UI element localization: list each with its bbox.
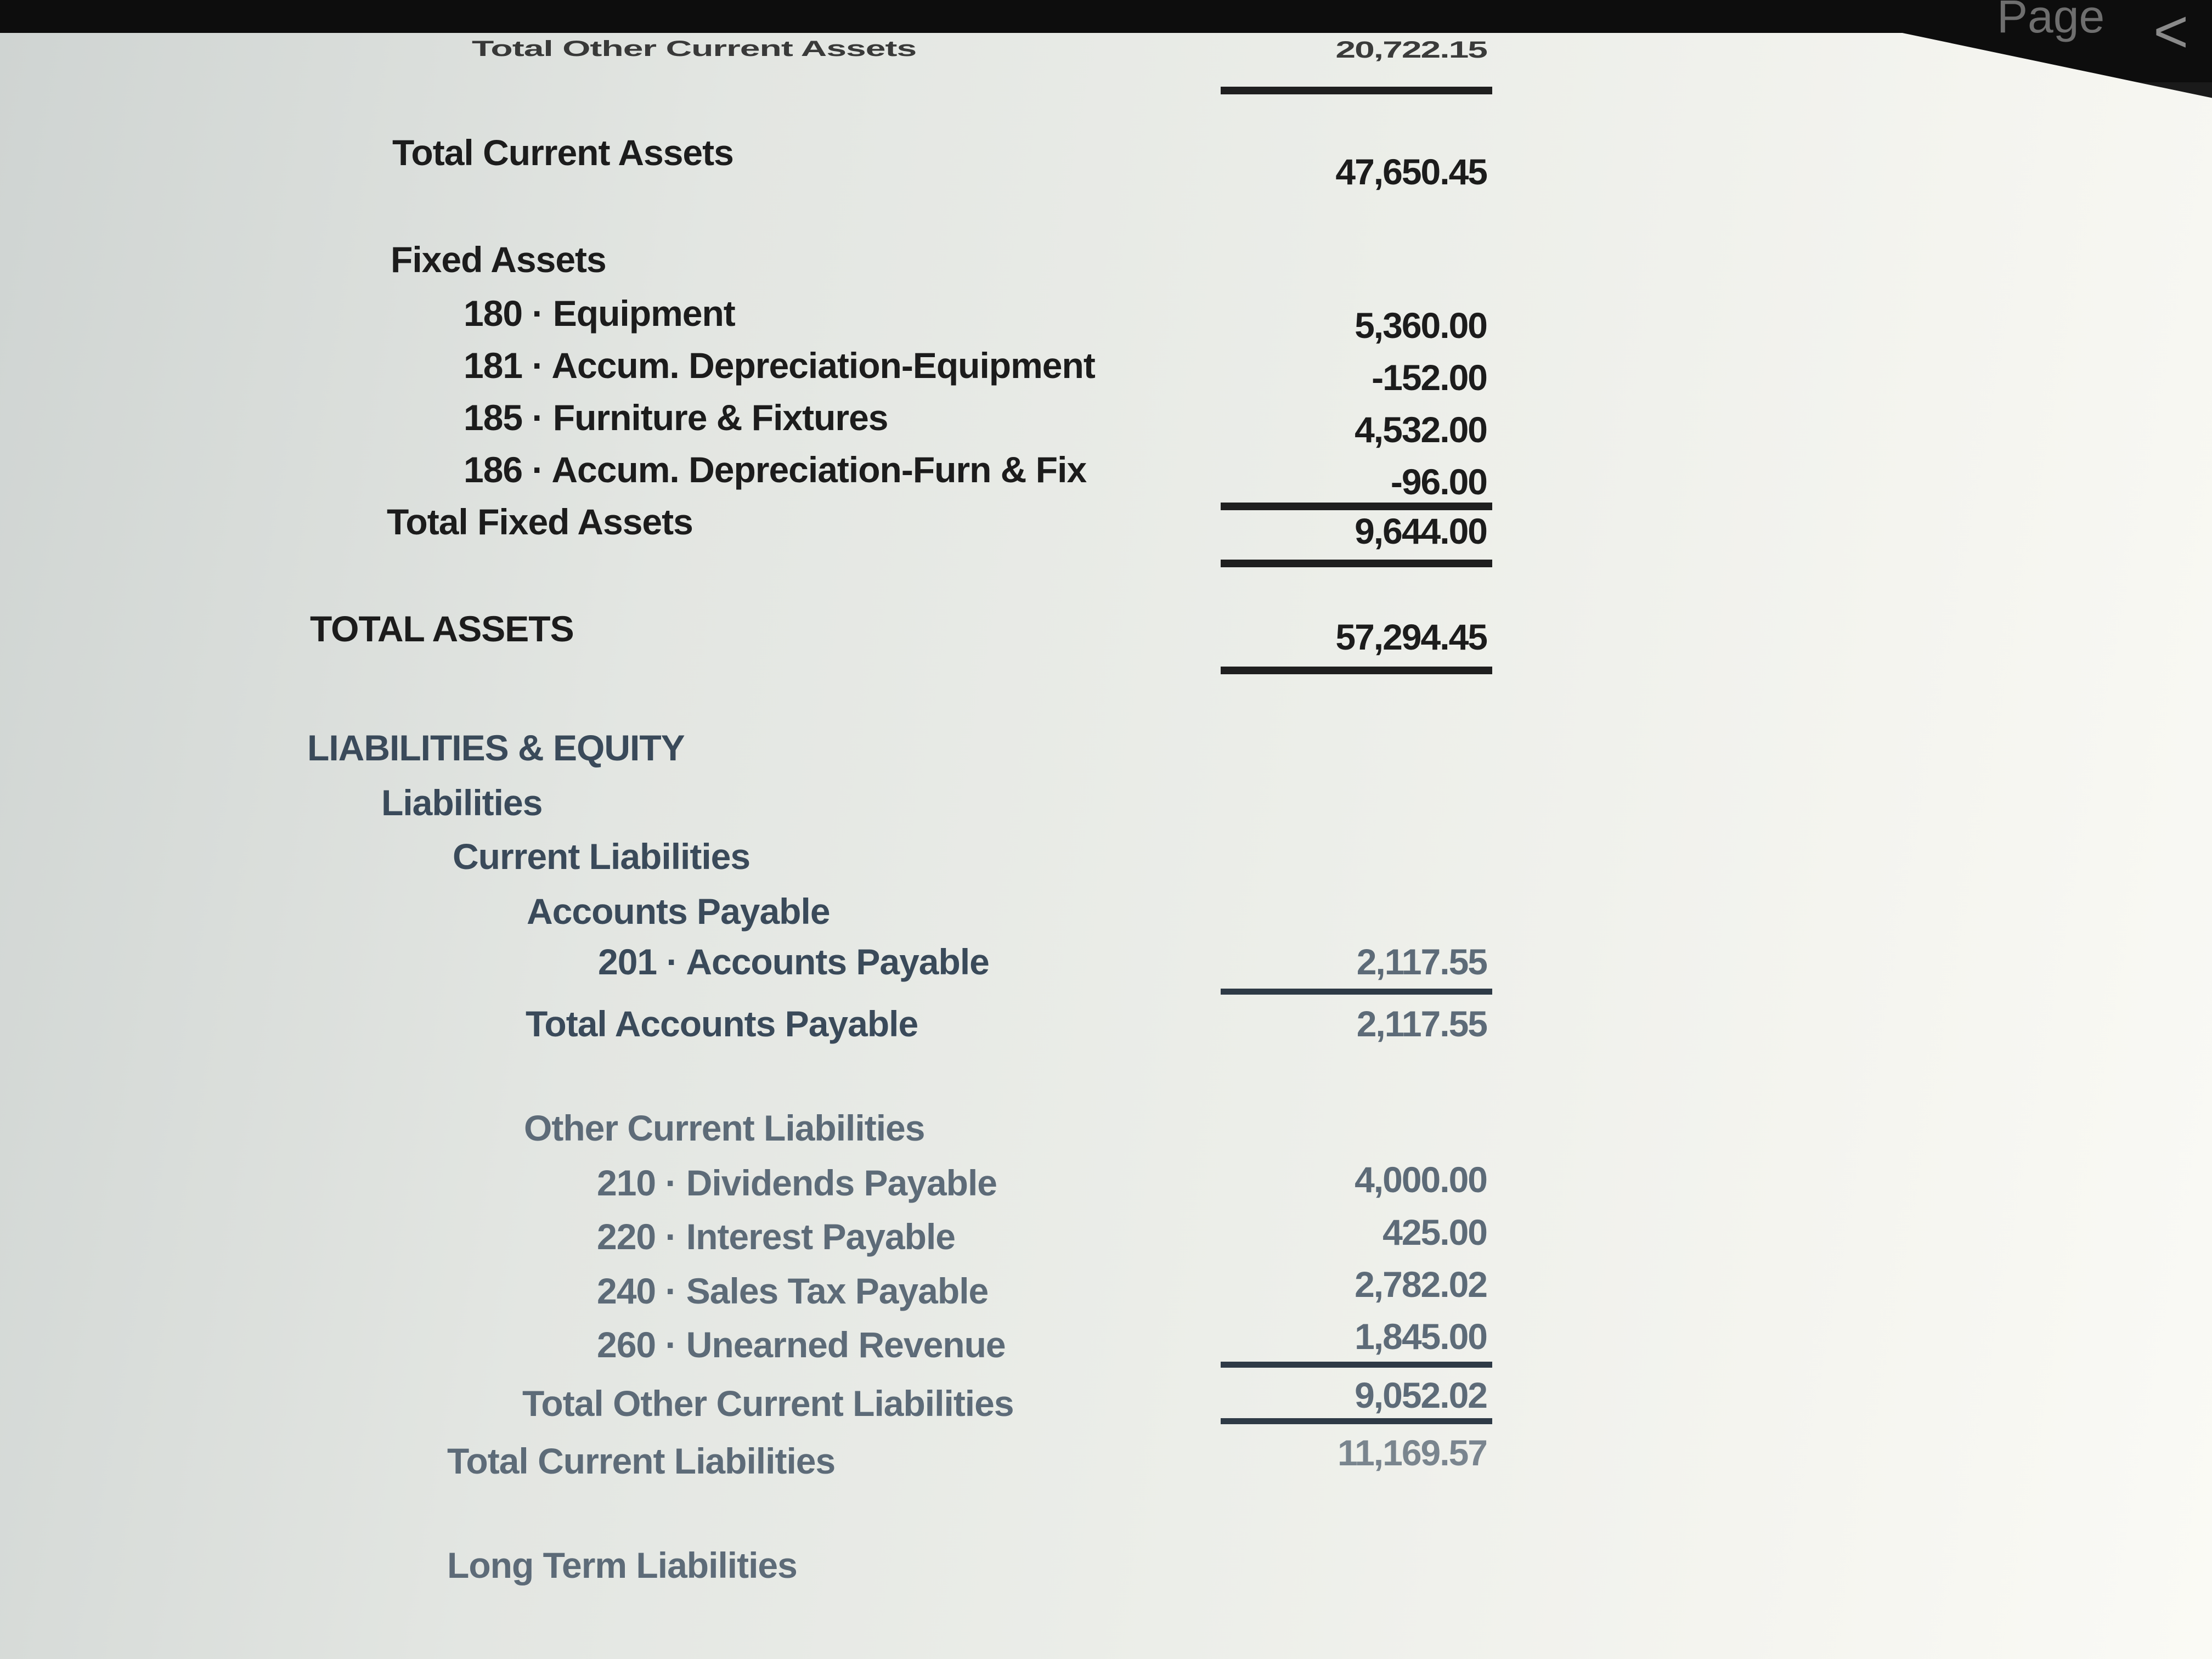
liabilities-equity-heading: LIABILITIES & EQUITY [307, 727, 685, 768]
account-181-label: 181 · Accum. Depreciation-Equipment [464, 345, 1095, 386]
account-220-amount: 425.00 [1383, 1212, 1487, 1252]
amount-row [1218, 1003, 1487, 1052]
amount-row [1218, 1374, 1487, 1424]
account-210-label: 210 · Dividends Payable [597, 1163, 997, 1203]
account-186-amount: -96.00 [1390, 461, 1487, 502]
total-current-assets-amount: 47,650.45 [1335, 151, 1487, 192]
page-label: Page [1997, 0, 2105, 42]
total-fixed-assets-amount: 9,644.00 [1355, 511, 1487, 551]
total-other-current-liabilities-amount: 9,052.02 [1355, 1375, 1487, 1415]
balance-sheet-page [0, 33, 2212, 1659]
amount-row [1218, 1316, 1487, 1365]
accounts-payable-heading: Accounts Payable [527, 891, 830, 932]
amount-row [1218, 33, 1487, 82]
subtotal-rule [1221, 503, 1492, 510]
amount-row [1218, 510, 1487, 560]
subtotal-rule [1221, 1362, 1492, 1368]
account-260-amount: 1,845.00 [1355, 1316, 1487, 1357]
account-186-label: 186 · Accum. Depreciation-Furn & Fix [464, 449, 1087, 490]
other-current-liabilities-heading: Other Current Liabilities [524, 1108, 925, 1148]
subtotal-rule [1221, 1418, 1492, 1424]
amount-row [1218, 1432, 1487, 1481]
total-assets-label: TOTAL ASSETS [310, 608, 574, 649]
account-240-label: 240 · Sales Tax Payable [597, 1271, 989, 1311]
amount-row [1218, 1263, 1487, 1313]
account-201-label: 201 · Accounts Payable [598, 941, 989, 982]
long-term-liabilities-heading: Long Term Liabilities [447, 1545, 797, 1585]
account-201-amount: 2,117.55 [1356, 941, 1487, 982]
amount-row [1218, 357, 1487, 406]
amount-row [1218, 941, 1487, 990]
amount-row [1218, 151, 1487, 200]
account-220-label: 220 · Interest Payable [597, 1216, 956, 1257]
account-240-amount: 2,782.02 [1355, 1264, 1487, 1305]
total-rule [1221, 667, 1492, 674]
amount-row [1218, 1211, 1487, 1261]
total-accounts-payable-amount: 2,117.55 [1356, 1003, 1487, 1044]
account-210-amount: 4,000.00 [1355, 1159, 1487, 1200]
account-180-label: 180 · Equipment [464, 293, 735, 334]
total-current-liabilities-label: Total Current Liabilities [447, 1441, 836, 1481]
total-fixed-assets-label: Total Fixed Assets [387, 501, 693, 542]
total-other-current-assets-label: Total Other Current Assets [472, 36, 917, 61]
account-185-amount: 4,532.00 [1355, 409, 1487, 450]
total-rule [1221, 87, 1492, 94]
total-assets-amount: 57,294.45 [1335, 617, 1487, 657]
fixed-assets-heading: Fixed Assets [391, 239, 606, 280]
total-other-current-assets-amount: 20,722.15 [1335, 36, 1487, 63]
amount-row [1218, 304, 1487, 354]
subtotal-rule [1221, 989, 1492, 995]
current-liabilities-heading: Current Liabilities [453, 836, 751, 877]
total-other-current-liabilities-label: Total Other Current Liabilities [522, 1383, 1014, 1424]
chevron-left-icon[interactable]: < [2153, 0, 2189, 65]
total-rule [1221, 560, 1492, 567]
account-180-amount: 5,360.00 [1355, 305, 1487, 346]
total-current-liabilities-amount: 11,169.57 [1338, 1432, 1487, 1473]
amount-row [1218, 616, 1487, 665]
account-185-label: 185 · Furniture & Fixtures [464, 397, 888, 438]
amount-row [1218, 1159, 1487, 1208]
account-181-amount: -152.00 [1372, 357, 1487, 398]
amount-row [1218, 409, 1487, 458]
liabilities-heading: Liabilities [381, 782, 543, 823]
total-accounts-payable-label: Total Accounts Payable [526, 1003, 918, 1044]
total-current-assets-label: Total Current Assets [392, 132, 733, 173]
account-260-label: 260 · Unearned Revenue [597, 1324, 1006, 1365]
